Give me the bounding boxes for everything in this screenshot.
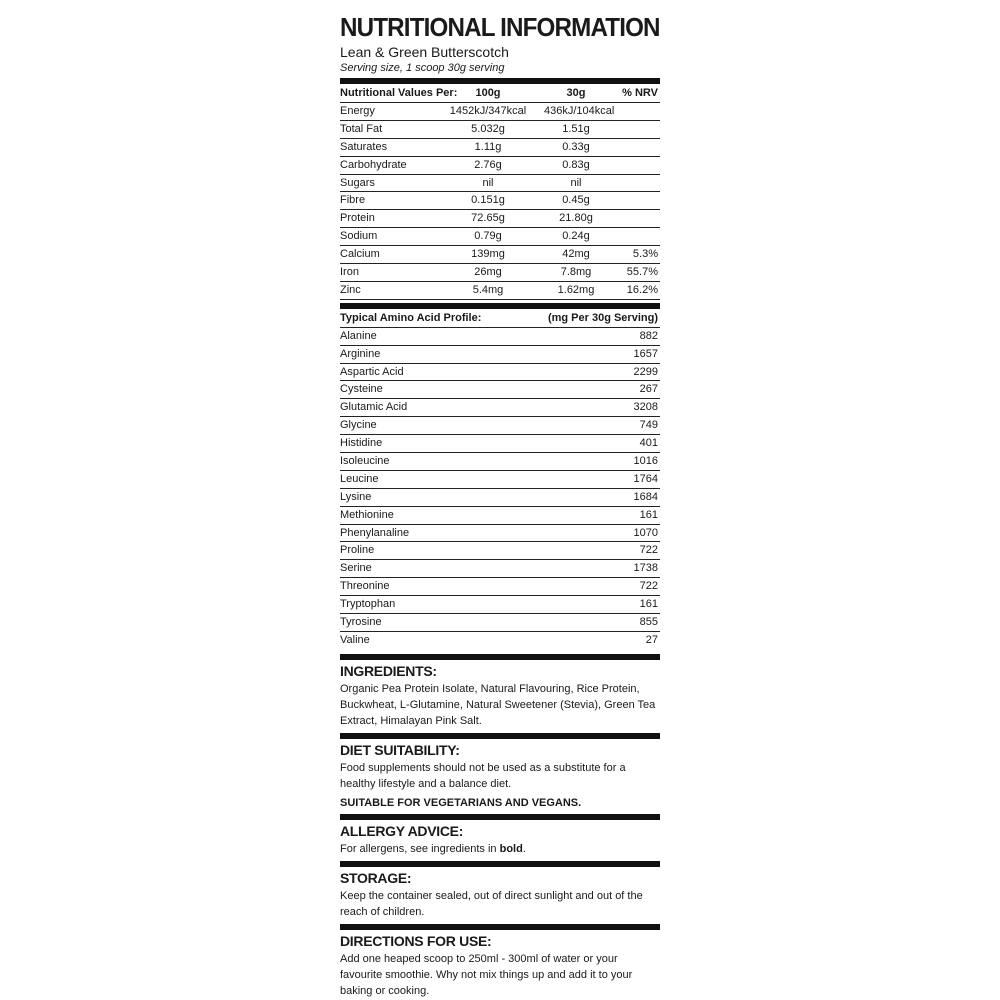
table-row — [340, 525, 660, 543]
nrv-value: 5.3% — [632, 248, 658, 261]
product-name: Lean & Green Butterscotch — [340, 44, 509, 60]
nutrient-name: Iron — [340, 266, 359, 279]
amino-acid-value: 27 — [645, 633, 658, 646]
section-text — [340, 841, 660, 857]
header-cell: Nutritional Values Per: — [340, 87, 458, 99]
value-per-30g: 21.80g — [559, 212, 593, 225]
table-row — [340, 596, 660, 614]
nutrient-name: Zinc — [340, 283, 361, 296]
nrv-value — [608, 139, 660, 156]
table-row — [340, 121, 660, 139]
nutrient-name: Calcium — [340, 248, 380, 261]
value-per-30g: 42mg — [562, 248, 590, 261]
value-per-30g: nil — [570, 176, 582, 189]
header-cell: 30g — [566, 87, 586, 99]
nrv-value — [608, 103, 660, 120]
nutrient-name: Sodium — [340, 230, 378, 243]
nutrition-header-row — [340, 84, 660, 103]
amino-acid-name: Alanine — [340, 329, 377, 342]
nutrient-name: Sugars — [340, 176, 375, 189]
amino-acid-name: Isoleucine — [340, 455, 390, 468]
allergy-text-end: . — [522, 842, 526, 855]
amino-acid-value: 855 — [639, 616, 658, 629]
nutrient-name: Carbohydrate — [340, 158, 407, 171]
table-row — [340, 453, 660, 471]
amino-acid-name: Glycine — [340, 419, 377, 432]
divider — [340, 924, 660, 930]
table-row — [340, 157, 660, 175]
amino-acid-name: Proline — [340, 544, 375, 557]
table-row — [340, 264, 660, 282]
table-row — [340, 139, 660, 157]
divider — [340, 654, 660, 660]
table-row — [340, 346, 660, 364]
section-title: ALLERGY ADVICE: — [340, 822, 464, 839]
divider — [340, 861, 660, 867]
table-row — [340, 381, 660, 399]
section-title: STORAGE: — [340, 869, 412, 886]
amino-acid-value: 1016 — [633, 455, 658, 468]
header-cell: (mg Per 30g Serving) — [547, 311, 658, 324]
amino-acid-value: 722 — [639, 580, 658, 593]
value-per-100g: 0.79g — [474, 230, 502, 243]
section-text: Keep the container sealed, out of direct sunlight and out of the reach of children. — [340, 889, 643, 918]
table-row — [340, 560, 660, 578]
amino-acid-name: Histidine — [340, 437, 383, 450]
table-row — [340, 614, 660, 632]
table-row — [340, 103, 660, 121]
amino-acid-name: Arginine — [340, 347, 381, 360]
amino-acid-value: 3208 — [633, 401, 658, 414]
value-per-100g: 139mg — [471, 248, 505, 261]
amino-acid-value: 1657 — [633, 347, 658, 360]
amino-acid-value: 1070 — [633, 526, 658, 539]
value-per-30g: 0.33g — [562, 140, 590, 153]
divider — [340, 733, 660, 739]
amino-acid-value: 882 — [639, 329, 658, 342]
amino-acid-value: 1684 — [633, 490, 658, 503]
amino-acid-name: Threonine — [340, 580, 390, 593]
table-row — [340, 282, 660, 300]
amino-acid-name: Serine — [340, 562, 372, 575]
value-per-30g: 1.51g — [562, 122, 590, 135]
nrv-value — [608, 228, 660, 245]
allergy-bold-word: bold — [499, 842, 523, 855]
value-per-30g: 7.8mg — [560, 266, 592, 279]
amino-acid-value: 2299 — [633, 365, 658, 378]
amino-table — [340, 309, 660, 650]
amino-acid-name: Leucine — [340, 472, 379, 485]
amino-acid-value: 401 — [639, 437, 658, 450]
allergy-text: For allergens, see ingredients in — [340, 842, 500, 855]
nrv-value — [608, 121, 660, 138]
table-row — [340, 632, 660, 650]
section-title: DIRECTIONS FOR USE: — [340, 932, 492, 949]
header-cell: Typical Amino Acid Profile: — [340, 311, 482, 324]
table-row — [340, 507, 660, 525]
value-per-30g: 1.62mg — [557, 283, 595, 296]
table-row — [340, 578, 660, 596]
amino-acid-name: Valine — [340, 633, 370, 646]
ingredients-section — [340, 663, 660, 729]
amino-acid-name: Aspartic Acid — [340, 365, 404, 378]
directions-section — [340, 933, 660, 999]
table-row — [340, 228, 660, 246]
serving-size: Serving size, 1 scoop 30g serving — [340, 62, 505, 74]
amino-acid-name: Cysteine — [340, 383, 383, 396]
table-row — [340, 246, 660, 264]
nrv-value — [608, 175, 660, 192]
value-per-100g: 5.032g — [471, 122, 505, 135]
header-cell: 100g — [475, 87, 501, 99]
section-text: Add one heaped scoop to 250ml - 300ml of water or your favourite smoothie. Why not mix things up and add it to your baking or cooking. — [340, 952, 633, 997]
amino-acid-name: Lysine — [340, 490, 372, 503]
table-row — [340, 328, 660, 346]
value-per-100g: 26mg — [474, 266, 502, 279]
amino-acid-name: Tryptophan — [340, 598, 396, 611]
amino-acid-value: 1764 — [633, 472, 658, 485]
table-row — [340, 399, 660, 417]
amino-acid-name: Glutamic Acid — [340, 401, 408, 414]
section-title: DIET SUITABILITY: — [340, 741, 460, 758]
table-row — [340, 542, 660, 560]
nrv-value: 55.7% — [626, 266, 658, 279]
nrv-value — [608, 210, 660, 227]
amino-acid-name: Tyrosine — [340, 616, 382, 629]
nutrient-name: Energy — [340, 105, 375, 117]
table-row — [340, 175, 660, 193]
value-per-30g: 436kJ/104kcal — [544, 105, 615, 117]
nutrient-name: Saturates — [340, 140, 388, 153]
allergy-section — [340, 823, 660, 857]
nutrient-name: Total Fat — [340, 122, 383, 135]
amino-acid-value: 161 — [639, 508, 658, 521]
nutrient-name: Fibre — [340, 194, 366, 207]
divider — [340, 814, 660, 820]
nrv-value: 16.2% — [626, 283, 658, 296]
header-cell: % NRV — [622, 87, 658, 99]
value-per-100g: 2.76g — [474, 158, 502, 171]
nutrition-label — [340, 12, 660, 999]
amino-acid-name: Phenylanaline — [340, 526, 410, 539]
table-row — [340, 210, 660, 228]
storage-section — [340, 870, 660, 920]
amino-acid-value: 161 — [639, 598, 658, 611]
nrv-value — [608, 157, 660, 174]
amino-header-row — [340, 309, 660, 328]
value-per-100g: nil — [482, 176, 494, 189]
amino-acid-name: Methionine — [340, 508, 394, 521]
diet-section — [340, 742, 660, 811]
table-row — [340, 364, 660, 382]
section-title: INGREDIENTS: — [340, 662, 437, 679]
value-per-30g: 0.24g — [562, 230, 590, 243]
amino-acid-value: 722 — [639, 544, 658, 557]
amino-acid-value: 1738 — [633, 562, 658, 575]
section-text: Organic Pea Protein Isolate, Natural Flavouring, Rice Protein, Buckwheat, L-Glutamine, Natural Sweetener (Stevia), Green Tea Extract, Himalayan Pink Salt. — [340, 682, 656, 727]
value-per-100g: 72.65g — [471, 212, 505, 225]
nutrition-table — [340, 84, 660, 300]
value-per-100g: 5.4mg — [472, 283, 504, 296]
value-per-100g: 1452kJ/347kcal — [449, 105, 527, 117]
amino-acid-value: 749 — [639, 419, 658, 432]
table-row — [340, 192, 660, 210]
value-per-30g: 0.45g — [562, 194, 590, 207]
value-per-30g: 0.83g — [562, 158, 590, 171]
value-per-100g: 1.11g — [474, 140, 502, 153]
table-row — [340, 489, 660, 507]
table-row — [340, 471, 660, 489]
nrv-value — [608, 192, 660, 209]
section-text: Food supplements should not be used as a substitute for a healthy lifestyle and a balance diet. — [340, 761, 626, 790]
section-bold-text: SUITABLE FOR VEGETARIANS AND VEGANS. — [340, 796, 582, 809]
nutrient-name: Protein — [340, 212, 375, 225]
table-row — [340, 435, 660, 453]
value-per-100g: 0.151g — [471, 194, 505, 207]
table-row — [340, 417, 660, 435]
amino-acid-value: 267 — [639, 383, 658, 396]
page-title: NUTRITIONAL INFORMATION — [340, 12, 660, 42]
